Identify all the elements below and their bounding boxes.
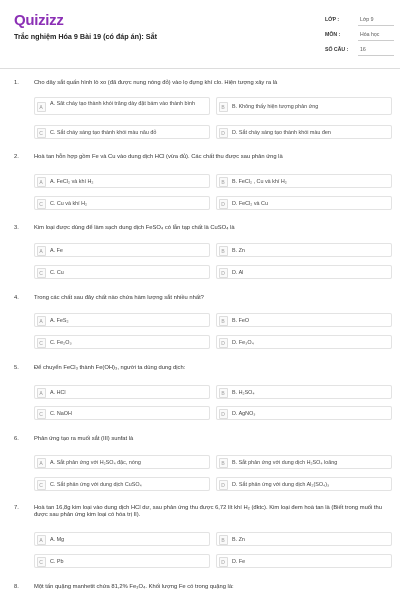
option-b[interactable] (216, 243, 392, 257)
subject-underline (358, 40, 394, 41)
option-letter: C (37, 409, 46, 419)
option-letter: A (37, 246, 46, 256)
option-text: C. NaOH (50, 411, 72, 417)
option-letter: C (37, 338, 46, 348)
option-letter: B (219, 316, 228, 326)
option-text: D. Fe (232, 559, 246, 565)
option-c[interactable] (34, 335, 210, 349)
option-letter: B (219, 388, 228, 398)
option-text: C. Sắt phản ứng với dung dịch CuSO₄ (50, 482, 142, 488)
option-d[interactable] (216, 265, 392, 279)
option-text: D. Fe₃O₄ (232, 340, 254, 346)
question-number: 2. (14, 154, 19, 160)
option-letter: D (219, 268, 228, 278)
question-number: 1. (14, 80, 19, 86)
option-b[interactable] (216, 532, 392, 546)
question-number: 7. (14, 505, 19, 511)
option-text: A. FeS₂ (50, 318, 69, 324)
option-text: A. FeCl₂ và khí H₂ (50, 179, 94, 185)
option-letter: B (219, 458, 228, 468)
question-number: 5. (14, 365, 19, 371)
option-a[interactable] (34, 243, 210, 257)
option-text: C. Cu và khí H₂ (50, 201, 88, 207)
option-text: C. Fe₂O₃ (50, 340, 72, 346)
option-text: D. Sắt phản ứng với dung dịch Al₂(SO₄)₃ (232, 482, 330, 488)
option-letter: B (219, 535, 228, 545)
option-letter: D (219, 480, 228, 490)
option-b[interactable] (216, 455, 392, 469)
option-letter: B (219, 102, 228, 112)
option-text: D. Sắt cháy sáng tạo thành khói màu đen (232, 130, 331, 136)
option-text: A. Mg (50, 537, 65, 543)
option-b[interactable] (216, 385, 392, 399)
option-c[interactable] (34, 265, 210, 279)
option-text: C. Cu (50, 270, 64, 276)
quizizz-logo: Quizizz (14, 12, 64, 29)
option-letter: A (37, 102, 46, 112)
option-a[interactable] (34, 455, 210, 469)
option-text: B. FeO (232, 318, 250, 324)
option-text: B. FeCl₂ , Cu và khí H₂ (232, 179, 287, 185)
option-c[interactable] (34, 554, 210, 568)
subject-label: MÔN : (325, 32, 341, 38)
subject-value: Hóa học (360, 32, 380, 38)
option-letter: C (37, 199, 46, 209)
option-b[interactable] (216, 97, 392, 115)
question-number: 3. (14, 225, 19, 231)
option-letter: D (219, 338, 228, 348)
option-c[interactable] (34, 196, 210, 210)
option-d[interactable] (216, 554, 392, 568)
option-letter: A (37, 316, 46, 326)
question-text: Hoà tan 16,8g kim loại vào dung dịch HCl dư, sau phản ứng thu được 6,72 lít khí H₂ (đktc). Kim loại đem hoà tan là (Biết trong muối thu được sau phản ứng kim loại có hóa trị II). (34, 505, 382, 519)
option-text: C. Pb (50, 559, 64, 565)
option-letter: C (37, 128, 46, 138)
question-text: Để chuyển FeCl₃ thành Fe(OH)₃, người ta dùng dung dịch: (34, 365, 186, 371)
option-letter: D (219, 409, 228, 419)
option-text: A. Sắt cháy tạo thành khói trắng dày đặt bám vào thành bình (50, 100, 196, 107)
count-underline (358, 55, 394, 56)
option-letter: D (219, 557, 228, 567)
class-underline (358, 25, 394, 26)
option-letter: D (219, 128, 228, 138)
count-value: 16 (360, 47, 366, 53)
option-d[interactable] (216, 335, 392, 349)
option-c[interactable] (34, 477, 210, 491)
question-text: Hoà tan hỗn hợp gồm Fe và Cu vào dung dịch HCl (vừa đủ). Các chất thu được sau phản ứng là (34, 154, 283, 160)
option-d[interactable] (216, 196, 392, 210)
page-title: Trắc nghiệm Hóa 9 Bài 19 (có đáp án): Sắt (14, 32, 157, 41)
option-text: D. Al (232, 270, 244, 276)
worksheet-header (0, 0, 400, 62)
class-value: Lớp 9 (360, 17, 374, 23)
option-letter: B (219, 246, 228, 256)
option-text: A. Sắt phản ứng với H₂SO₄ đặc, nóng (50, 460, 141, 466)
question-number: 6. (14, 436, 19, 442)
option-d[interactable] (216, 125, 392, 139)
option-c[interactable] (34, 125, 210, 139)
class-label: LỚP : (325, 17, 340, 23)
option-text: B. Zn (232, 248, 245, 254)
option-text: B. Sắt phản ứng với dung dịch H₂SO₄ loãng (232, 460, 338, 466)
count-label: SỐ CÂU : (325, 47, 349, 53)
option-a[interactable] (34, 385, 210, 399)
option-a[interactable] (34, 174, 210, 188)
question-text: Một tấn quặng manhetit chứa 81,2% Fe₃O₄. Khối lượng Fe có trong quặng là: (34, 584, 234, 590)
option-c[interactable] (34, 406, 210, 420)
question-text: Trong các chất sau đây chất nào chứa hàm lượng sắt nhiều nhất? (34, 295, 204, 301)
option-text: C. Sắt cháy sáng tạo thành khói màu nâu đỏ (50, 130, 157, 136)
option-text: B. Không thấy hiện tượng phản ứng (232, 104, 319, 110)
option-text: A. Fe (50, 248, 63, 254)
option-b[interactable] (216, 174, 392, 188)
question-number: 4. (14, 295, 19, 301)
option-letter: A (37, 535, 46, 545)
question-text: Phản ứng tạo ra muối sắt (III) sunfat là (34, 436, 134, 442)
option-letter: D (219, 199, 228, 209)
option-a[interactable] (34, 97, 210, 115)
question-text: Cho dây sắt quấn hình lò xo (đã được nung nóng đỏ) vào lọ đựng khí clo. Hiện tượng xảy ra là (34, 80, 278, 86)
option-letter: C (37, 480, 46, 490)
option-text: B. H₂SO₄ (232, 390, 255, 396)
option-a[interactable] (34, 532, 210, 546)
option-text: B. Zn (232, 537, 245, 543)
option-d[interactable] (216, 406, 392, 420)
option-letter: C (37, 268, 46, 278)
option-b[interactable] (216, 313, 392, 327)
option-letter: B (219, 177, 228, 187)
question-number: 8. (14, 584, 19, 590)
header-divider (0, 68, 400, 69)
option-text: D. AgNO₃ (232, 411, 256, 417)
option-d[interactable] (216, 477, 392, 491)
option-a[interactable] (34, 313, 210, 327)
question-text: Kim loại được dùng để làm sạch dung dịch FeSO₄ có lẫn tạp chất là CuSO₄ là (34, 225, 235, 231)
option-letter: A (37, 388, 46, 398)
option-text: A. HCl (50, 390, 66, 396)
option-letter: A (37, 177, 46, 187)
option-letter: A (37, 458, 46, 468)
option-text: D. FeCl₂ và Cu (232, 201, 268, 207)
option-letter: C (37, 557, 46, 567)
